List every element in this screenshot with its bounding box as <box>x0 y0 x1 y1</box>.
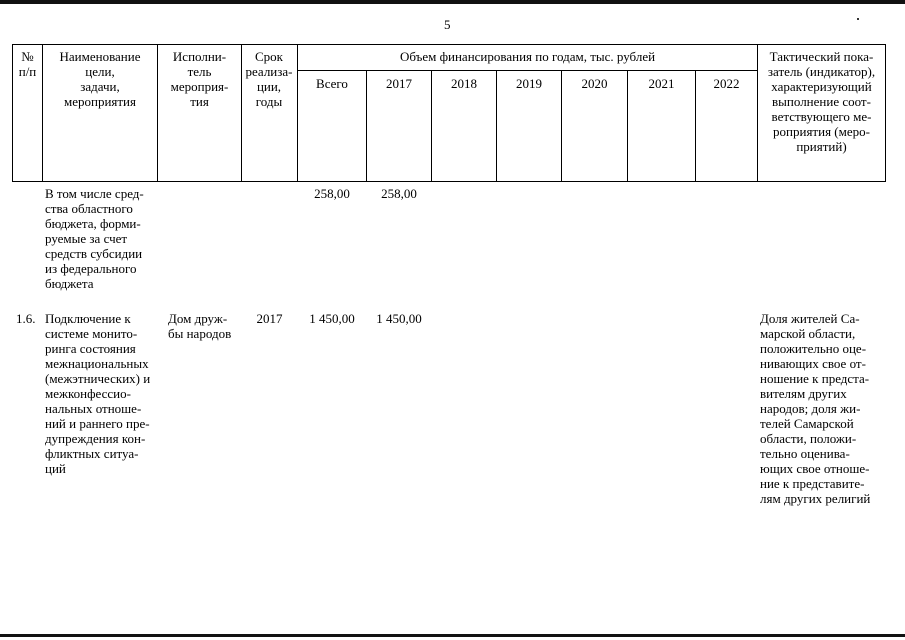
row-total: 1 450,00 <box>309 311 355 326</box>
row-name: В том числе сред- ства областного бюджета, форми- руемые за счет средств субсидии из федерального бюджета <box>45 186 144 291</box>
grid-header-bottom-line <box>12 181 885 182</box>
top-border-bar <box>0 0 905 4</box>
grid-top-line <box>12 44 885 45</box>
header-year-2019: 2019 <box>516 76 542 91</box>
row-indicator: Доля жителей Са- марской области, положительно оце- нивающих свое от- ношение к предста- вителям других народов; доля жи- телей Самарской области, положи- тельно оценива- ющих свое отноше- ние к представите- лям других религий <box>760 311 871 506</box>
header-total: Всего <box>316 76 348 91</box>
row-year-2017: 258,00 <box>381 186 417 201</box>
page-number: 5 <box>444 17 451 32</box>
scan-speck <box>857 18 859 20</box>
row-num: 1.6. <box>16 311 36 326</box>
header-indicator: Тактический пока- затель (индикатор), характеризующий выполнение соот- ветствующего ме- роприятия (меро- приятий) <box>767 49 876 154</box>
header-term: Срок реализа- ции, годы <box>245 49 293 109</box>
header-funding-group: Объем финансирования по годам, тыс. рублей <box>399 49 656 64</box>
header-year-2018: 2018 <box>451 76 477 91</box>
row-term: 2017 <box>256 311 283 326</box>
header-executor: Исполни- тель мероприя- тия <box>170 49 229 109</box>
grid-col-line <box>297 44 298 182</box>
row-name: Подключение к системе монито- ринга состояния межнациональных (межэтнических) и межконфессио- нальных отноше- ний и раннего пре- дупреждения кон- фликтных ситуа- ций <box>45 311 151 476</box>
header-name: Наименование цели, задачи, мероприятия <box>59 49 141 109</box>
header-year-2017: 2017 <box>386 76 412 91</box>
header-year-2020: 2020 <box>581 76 608 91</box>
row-total: 258,00 <box>314 186 350 201</box>
bottom-border-bar <box>0 634 905 637</box>
row-year-2017: 1 450,00 <box>376 311 422 326</box>
header-num: № п/п <box>18 49 37 79</box>
row-executor: Дом друж- бы народов <box>168 311 232 341</box>
header-year-2021: 2021 <box>648 76 675 91</box>
grid-col-line <box>885 44 886 182</box>
header-year-2022: 2022 <box>713 76 740 91</box>
